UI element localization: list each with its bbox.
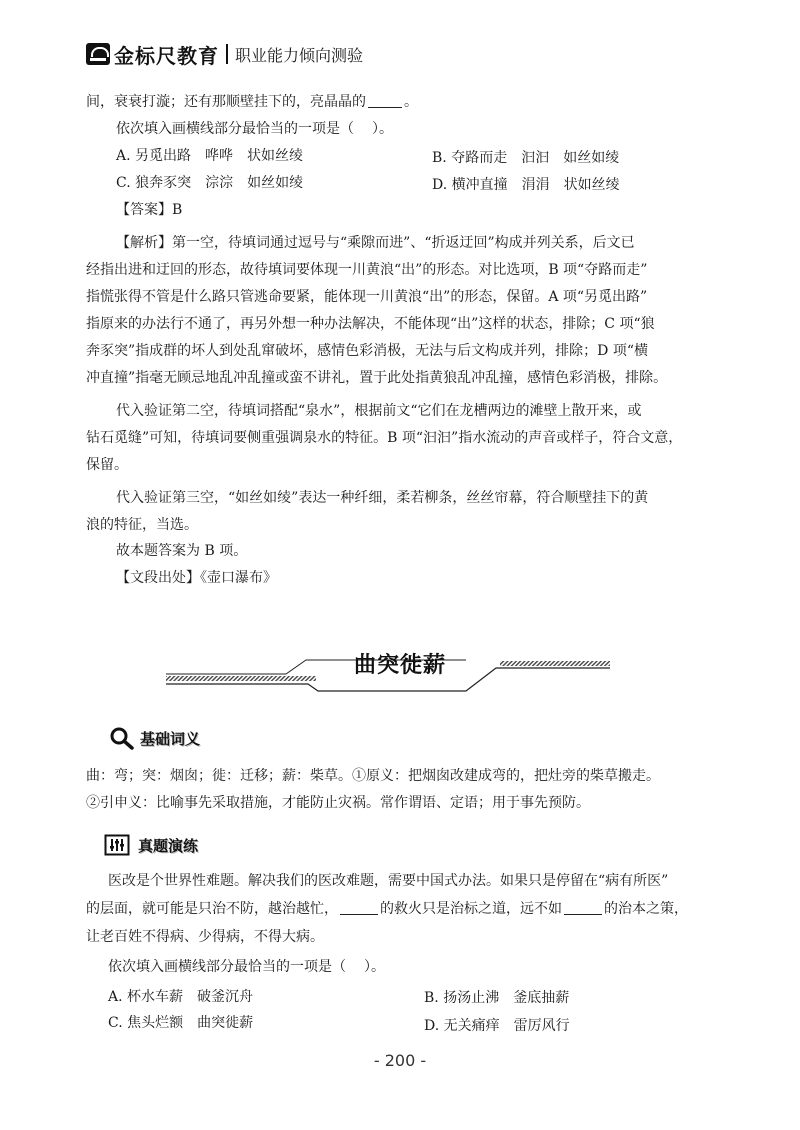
q1-prompt: 依次填入画横线部分最恰当的一项是（ ）。: [116, 121, 393, 137]
section-title: 曲突徙薪: [353, 653, 446, 678]
fill-blank: [340, 900, 378, 915]
basic-meaning-heading: 基础词义: [108, 726, 200, 750]
analysis-line: 【解析】第一空，待填词通过逗号与“乘隙而进”、“折返迂回”构成并列关系，后文已: [116, 235, 635, 251]
q1-text-line: 间，衰衰打漩；还有那顺壁挂下的，亮晶晶的 。: [86, 94, 418, 110]
q2-option-c: C. 焦头烂额 曲突徙薪: [108, 1015, 254, 1031]
analysis-line: 指原来的办法行不通了，再另外想一种办法解决，不能体现“出”这样的状态，排除；C 项“狼: [86, 316, 655, 332]
basic-meaning-text: ②引申义：比喻事先采取措施，才能防止灾祸。常作谓语、定语；用于事先预防。: [86, 795, 590, 811]
analysis-line: 钻石觅缝”可知，待填词要侧重强调泉水的特征。B 项“汩汩”指水流动的声音或样子，符合文意，: [86, 430, 683, 446]
brand-name: 金标尺教育: [114, 43, 219, 68]
analysis-line: 冲直撞”指毫无顾忌地乱冲乱撞或蛮不讲礼，置于此处指黄狼乱冲乱撞，感情色彩消极，排除。: [86, 370, 668, 386]
q1-option-d: D. 横冲直撞 涓涓 状如丝绫: [432, 177, 620, 193]
analysis-line: 经指出进和迂回的形态，故待填词要体现一川黄浪“出”的形态。对比选项，B 项“夺路而走”: [86, 262, 648, 278]
source-line: 【文段出处】《壶口瀑布》: [116, 570, 277, 586]
analysis-line: 保留。: [86, 457, 128, 473]
search-icon: [108, 726, 136, 750]
q2-option-a: A. 杯水车薪 破釜沉舟: [108, 989, 254, 1005]
equalizer-icon: [104, 834, 130, 856]
q1-option-b: B. 夺路而走 汩汩 如丝如绫: [432, 150, 620, 166]
analysis-line: 代入验证第二空，待填词搭配“泉水”，根据前文“它们在龙槽两边的滩壁上散开来，或: [116, 403, 642, 419]
header-subtitle: 职业能力倾向测验: [235, 45, 364, 65]
basic-meaning-text: 曲：弯；突：烟囱；徙：迁移；薪：柴草。①原义：把烟囱改建成弯的，把灶旁的柴草搬走。: [86, 768, 660, 784]
q2-text-line: 医改是个世界性难题。解决我们的医改难题，需要中国式办法。如果只是停留在“病有所医”: [108, 873, 669, 889]
page-header: [86, 36, 363, 72]
q2-option-d: D. 无关痛痒 雷厉风行: [424, 1018, 570, 1034]
q1-option-a: A. 另觅出路 哗哗 状如丝绫: [116, 148, 304, 164]
analysis-line: 指慌张得不管是什么路只管逃命要紧，能体现一川黄浪“出”的形态，保留。A 项“另觅出路”: [86, 289, 648, 305]
q1-answer: 【答案】B: [116, 202, 183, 218]
q2-prompt: 依次填入画横线部分最恰当的一项是（ ）。: [108, 959, 385, 975]
analysis-line: 代入验证第三空，“如丝如绫”表达一种纤细，柔若柳条，丝丝帘幕，符合顺壁挂下的黄: [116, 490, 649, 506]
analysis-line: 奔豕突”指成群的坏人到处乱窜破坏，感情色彩消极，无法与后文构成并列，排除；D 项“横: [86, 343, 648, 359]
header-divider: [226, 44, 228, 64]
conclusion-line: 故本题答案为 B 项。: [116, 543, 248, 559]
q2-option-b: B. 扬汤止沸 釜底抽薪: [424, 990, 570, 1006]
fill-blank: [368, 93, 402, 108]
q1-option-c: C. 狼奔豕突 淙淙 如丝如绫: [116, 175, 304, 191]
q2-text-line: 让老百姓不得病、少得病，不得大病。: [86, 929, 324, 945]
page-number: - 200 -: [373, 1051, 427, 1070]
q2-text-line: 的层面，就可能是只治不防，越治越忙， 的救火只是治标之道，远不如 的治本之策，: [86, 901, 688, 917]
exam-practice-heading: 真题演练: [104, 834, 198, 856]
brand-logo-icon: [86, 43, 110, 65]
analysis-line: 浪的特征，当选。: [86, 517, 198, 533]
fill-blank: [564, 900, 602, 915]
